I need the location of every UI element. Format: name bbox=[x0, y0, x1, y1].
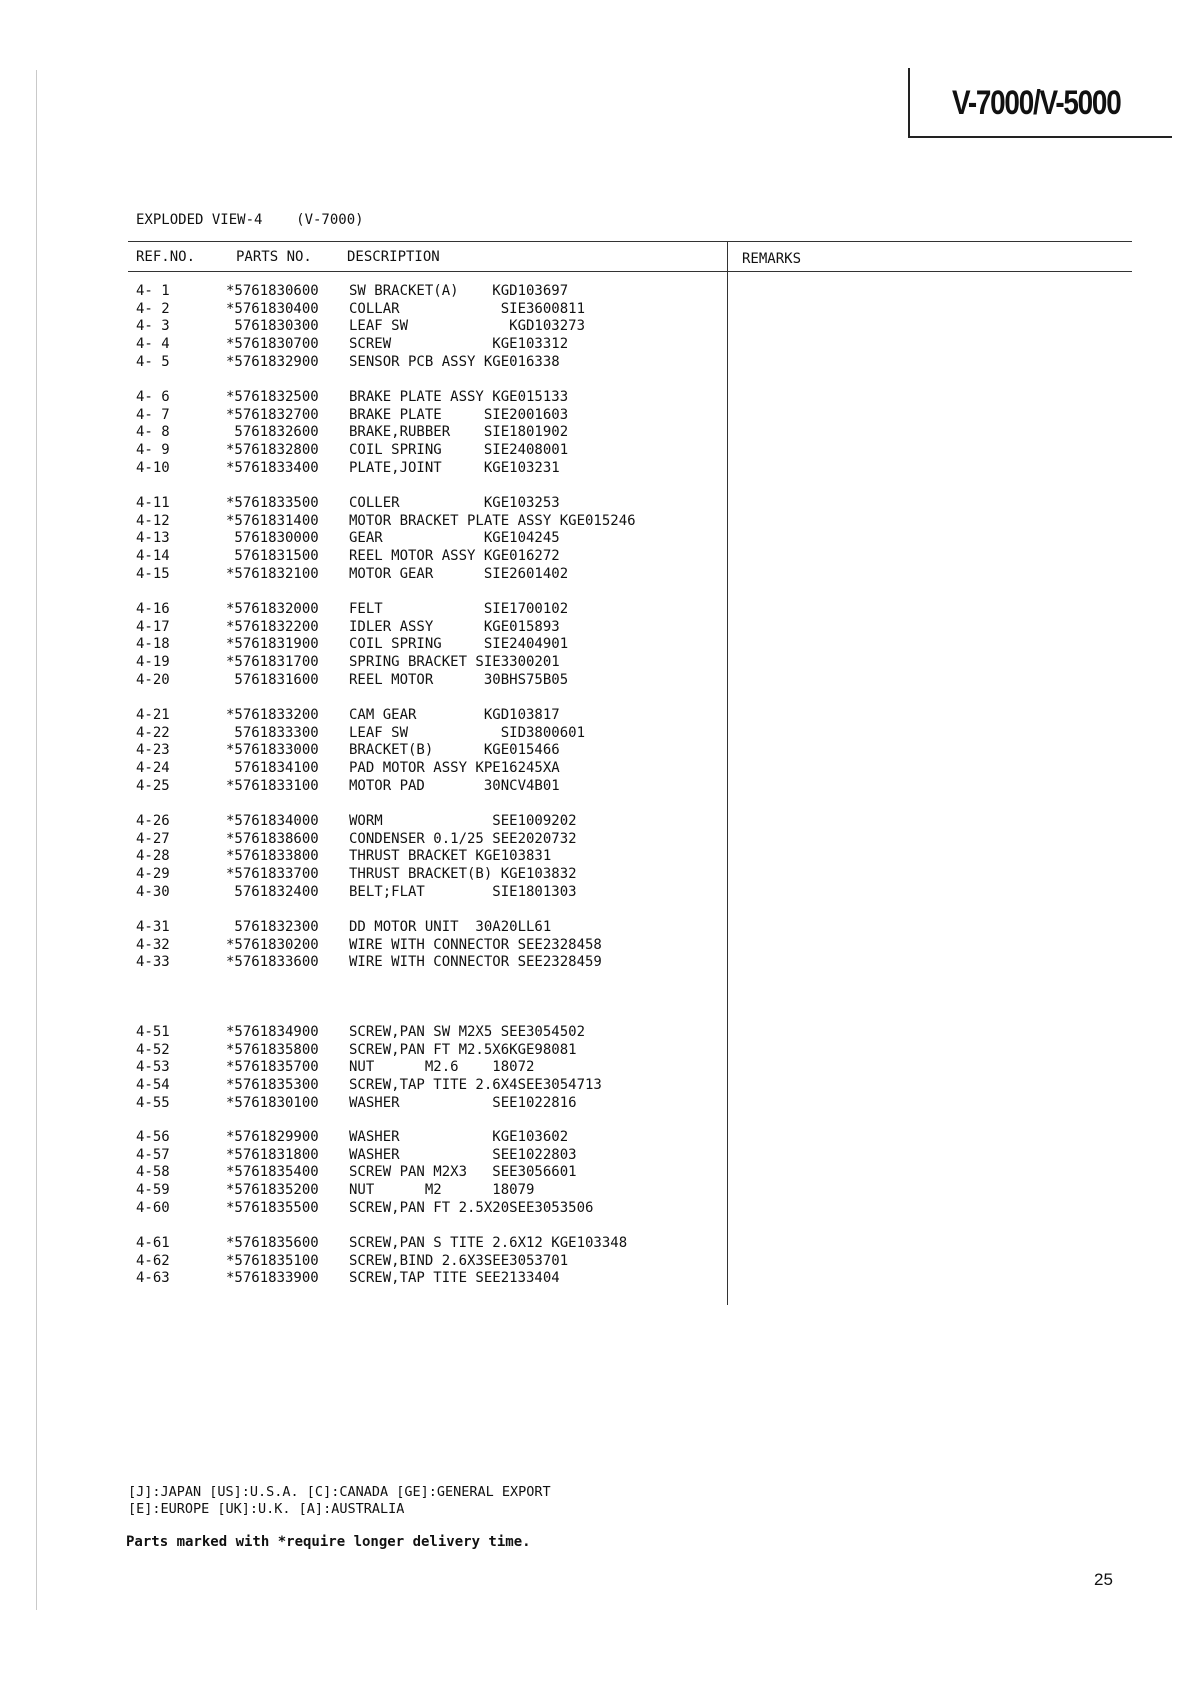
table-row bbox=[136, 618, 716, 636]
description-cell: WASHER SEE1022816 bbox=[349, 1094, 577, 1111]
description-cell: CONDENSER 0.1/25 SEE2020732 bbox=[349, 830, 577, 847]
parts-no-cell: *5761835800 bbox=[226, 1041, 319, 1058]
parts-no-cell: 5761830300 bbox=[226, 318, 319, 335]
table-row bbox=[136, 865, 716, 883]
description-cell: MOTOR GEAR SIE2601402 bbox=[349, 565, 569, 582]
parts-no-cell: *5761833700 bbox=[226, 866, 319, 883]
table-row bbox=[136, 759, 716, 777]
table-row bbox=[136, 1269, 716, 1287]
description-cell: NUT M2.6 18072 bbox=[349, 1059, 535, 1076]
parts-no-cell: 5761833300 bbox=[226, 724, 319, 741]
ref-no-cell: 4-28 bbox=[136, 848, 170, 865]
ref-no-cell: 4-29 bbox=[136, 866, 170, 883]
parts-no-cell: 5761832400 bbox=[226, 883, 319, 900]
table-row bbox=[136, 653, 716, 671]
description-cell: SCREW,TAP TITE 2.6X4SEE3054713 bbox=[349, 1077, 602, 1094]
description-cell: SCREW,PAN S TITE 2.6X12 KGE103348 bbox=[349, 1235, 628, 1251]
description-cell: PAD MOTOR ASSY KPE16245XA bbox=[349, 760, 560, 777]
column-header-remarks: REMARKS bbox=[742, 251, 802, 267]
parts-no-cell: *5761830700 bbox=[226, 336, 319, 353]
description-cell: SCREW,PAN FT M2.5X6KGE98081 bbox=[349, 1041, 577, 1058]
table-row bbox=[136, 1163, 716, 1181]
table-row bbox=[136, 388, 716, 406]
parts-no-cell: *5761835700 bbox=[226, 1059, 319, 1076]
parts-no-cell: *5761831900 bbox=[226, 636, 319, 653]
ref-no-cell: 4-13 bbox=[136, 530, 170, 547]
table-row bbox=[136, 1234, 716, 1252]
table-row bbox=[136, 1094, 716, 1112]
ref-no-cell: 4-22 bbox=[136, 724, 170, 741]
region-legend-line-1: [J]:JAPAN [US]:U.S.A. [C]:CANADA [GE]:GENERAL EXPORT bbox=[128, 1484, 551, 1500]
parts-no-cell: *5761831800 bbox=[226, 1146, 319, 1163]
description-cell: COIL SPRING SIE2404901 bbox=[349, 636, 569, 653]
description-cell: SCREW,PAN SW M2X5 SEE3054502 bbox=[349, 1024, 586, 1040]
ref-no-cell: 4-27 bbox=[136, 830, 170, 847]
table-row bbox=[136, 459, 716, 477]
ref-no-cell: 4-12 bbox=[136, 512, 170, 529]
parts-no-cell: *5761832100 bbox=[226, 565, 319, 582]
parts-no-cell: *5761835600 bbox=[226, 1235, 319, 1251]
parts-no-cell: *5761833400 bbox=[226, 459, 319, 476]
ref-no-cell: 4-17 bbox=[136, 618, 170, 635]
parts-no-cell: *5761835400 bbox=[226, 1164, 319, 1181]
ref-no-cell: 4-14 bbox=[136, 548, 170, 565]
table-row bbox=[136, 282, 716, 300]
parts-no-cell: *5761832900 bbox=[226, 353, 319, 370]
ref-no-cell: 4-16 bbox=[136, 601, 170, 617]
table-row bbox=[136, 635, 716, 653]
description-cell: DD MOTOR UNIT 30A20LL61 bbox=[349, 919, 552, 935]
ref-no-cell: 4-60 bbox=[136, 1199, 170, 1216]
ref-no-cell: 4- 9 bbox=[136, 442, 170, 459]
ref-no-cell: 4-57 bbox=[136, 1146, 170, 1163]
description-cell: PLATE,JOINT KGE103231 bbox=[349, 459, 560, 476]
table-row bbox=[136, 423, 716, 441]
description-cell: BRAKE PLATE SIE2001603 bbox=[349, 406, 569, 423]
table-row bbox=[136, 1146, 716, 1164]
table-row bbox=[136, 1023, 716, 1041]
table-row bbox=[136, 600, 716, 618]
ref-no-cell: 4-21 bbox=[136, 707, 170, 723]
delivery-note: Parts marked with *require longer delivery time. bbox=[126, 1534, 531, 1550]
ref-no-cell: 4- 4 bbox=[136, 336, 170, 353]
ref-no-cell: 4-63 bbox=[136, 1270, 170, 1287]
table-row bbox=[136, 847, 716, 865]
ref-no-cell: 4-53 bbox=[136, 1059, 170, 1076]
ref-no-cell: 4- 5 bbox=[136, 353, 170, 370]
description-cell: SCREW KGE103312 bbox=[349, 336, 569, 353]
description-cell: LEAF SW KGD103273 bbox=[349, 318, 586, 335]
ref-no-cell: 4- 2 bbox=[136, 300, 170, 317]
table-row bbox=[136, 1041, 716, 1059]
description-cell: IDLER ASSY KGE015893 bbox=[349, 618, 560, 635]
ref-no-cell: 4-32 bbox=[136, 936, 170, 953]
description-cell: WORM SEE1009202 bbox=[349, 813, 577, 829]
table-row bbox=[136, 883, 716, 901]
ref-no-cell: 4-51 bbox=[136, 1024, 170, 1040]
parts-no-cell: *5761833500 bbox=[226, 495, 319, 511]
ref-no-cell: 4- 7 bbox=[136, 406, 170, 423]
ref-no-cell: 4-26 bbox=[136, 813, 170, 829]
table-row bbox=[136, 406, 716, 424]
table-row bbox=[136, 918, 716, 936]
ref-no-cell: 4-23 bbox=[136, 742, 170, 759]
description-cell: MOTOR PAD 30NCV4B01 bbox=[349, 777, 560, 794]
table-row bbox=[136, 1076, 716, 1094]
parts-no-cell: *5761835300 bbox=[226, 1077, 319, 1094]
table-row bbox=[136, 494, 716, 512]
parts-no-cell: 5761832600 bbox=[226, 424, 319, 441]
table-row bbox=[136, 830, 716, 848]
parts-no-cell: *5761832700 bbox=[226, 406, 319, 423]
table-row bbox=[136, 1128, 716, 1146]
model-title: V-7000/V-5000 bbox=[952, 84, 1121, 122]
ref-no-cell: 4-15 bbox=[136, 565, 170, 582]
description-cell: COLLER KGE103253 bbox=[349, 495, 560, 511]
table-row bbox=[136, 724, 716, 742]
description-cell: SCREW,BIND 2.6X3SEE3053701 bbox=[349, 1252, 569, 1269]
description-cell: SCREW PAN M2X3 SEE3056601 bbox=[349, 1164, 577, 1181]
description-cell: GEAR KGE104245 bbox=[349, 530, 560, 547]
description-cell: WIRE WITH CONNECTOR SEE2328459 bbox=[349, 954, 602, 971]
ref-no-cell: 4-11 bbox=[136, 495, 170, 511]
parts-no-cell: 5761830000 bbox=[226, 530, 319, 547]
ref-no-cell: 4-55 bbox=[136, 1094, 170, 1111]
ref-no-cell: 4-33 bbox=[136, 954, 170, 971]
description-cell: COIL SPRING SIE2408001 bbox=[349, 442, 569, 459]
table-row bbox=[136, 1181, 716, 1199]
parts-no-cell: 5761831500 bbox=[226, 548, 319, 565]
parts-no-cell: *5761830100 bbox=[226, 1094, 319, 1111]
table-row bbox=[136, 706, 716, 724]
ref-no-cell: 4-20 bbox=[136, 671, 170, 688]
parts-no-cell: *5761834000 bbox=[226, 813, 319, 829]
description-cell: BRAKE,RUBBER SIE1801902 bbox=[349, 424, 569, 441]
table-row bbox=[136, 353, 716, 371]
ref-no-cell: 4-54 bbox=[136, 1077, 170, 1094]
table-row bbox=[136, 547, 716, 565]
description-cell: NUT M2 18079 bbox=[349, 1182, 535, 1199]
ref-no-cell: 4-30 bbox=[136, 883, 170, 900]
parts-no-cell: *5761838600 bbox=[226, 830, 319, 847]
description-cell: THRUST BRACKET(B) KGE103832 bbox=[349, 866, 577, 883]
parts-no-cell: *5761833800 bbox=[226, 848, 319, 865]
ref-no-cell: 4- 3 bbox=[136, 318, 170, 335]
parts-no-cell: *5761832500 bbox=[226, 389, 319, 405]
ref-no-cell: 4-19 bbox=[136, 654, 170, 671]
description-cell: SW BRACKET(A) KGD103697 bbox=[349, 283, 569, 299]
ref-no-cell: 4- 6 bbox=[136, 389, 170, 405]
parts-no-cell: *5761833900 bbox=[226, 1270, 319, 1287]
ref-no-cell: 4-52 bbox=[136, 1041, 170, 1058]
ref-no-cell: 4-10 bbox=[136, 459, 170, 476]
ref-no-cell: 4-62 bbox=[136, 1252, 170, 1269]
description-cell: SPRING BRACKET SIE3300201 bbox=[349, 654, 560, 671]
parts-no-cell: 5761834100 bbox=[226, 760, 319, 777]
description-cell: CAM GEAR KGD103817 bbox=[349, 707, 560, 723]
parts-no-cell: *5761835100 bbox=[226, 1252, 319, 1269]
column-header-description: DESCRIPTION bbox=[347, 249, 440, 265]
ref-no-cell: 4-31 bbox=[136, 919, 170, 935]
parts-no-cell: 5761831600 bbox=[226, 671, 319, 688]
parts-no-cell: *5761830400 bbox=[226, 300, 319, 317]
column-header-ref-no: REF.NO. bbox=[136, 249, 196, 265]
table-row bbox=[136, 529, 716, 547]
table-row bbox=[136, 317, 716, 335]
description-cell: THRUST BRACKET KGE103831 bbox=[349, 848, 552, 865]
parts-no-cell: *5761832000 bbox=[226, 601, 319, 617]
parts-no-cell: *5761833000 bbox=[226, 742, 319, 759]
table-row bbox=[136, 671, 716, 689]
parts-no-cell: *5761833200 bbox=[226, 707, 319, 723]
description-cell: REEL MOTOR 30BHS75B05 bbox=[349, 671, 569, 688]
ref-no-cell: 4- 8 bbox=[136, 424, 170, 441]
parts-no-cell: *5761830600 bbox=[226, 283, 319, 299]
description-cell: LEAF SW SID3800601 bbox=[349, 724, 586, 741]
parts-no-cell: *5761829900 bbox=[226, 1129, 319, 1145]
column-header-parts-no: PARTS NO. bbox=[236, 249, 312, 265]
table-row bbox=[136, 1058, 716, 1076]
description-cell: SCREW,TAP TITE SEE2133404 bbox=[349, 1270, 560, 1287]
parts-no-cell: *5761834900 bbox=[226, 1024, 319, 1040]
parts-no-cell: *5761833600 bbox=[226, 954, 319, 971]
description-cell: REEL MOTOR ASSY KGE016272 bbox=[349, 548, 560, 565]
description-cell: SENSOR PCB ASSY KGE016338 bbox=[349, 353, 560, 370]
parts-no-cell: *5761832800 bbox=[226, 442, 319, 459]
table-row bbox=[136, 936, 716, 954]
ref-no-cell: 4-18 bbox=[136, 636, 170, 653]
description-cell: COLLAR SIE3600811 bbox=[349, 300, 586, 317]
table-row bbox=[136, 1199, 716, 1217]
description-cell: WASHER KGE103602 bbox=[349, 1129, 569, 1145]
table-row bbox=[136, 335, 716, 353]
parts-no-cell: *5761830200 bbox=[226, 936, 319, 953]
page-number: 25 bbox=[1094, 1570, 1113, 1589]
table-row bbox=[136, 953, 716, 971]
parts-no-cell: *5761831700 bbox=[226, 654, 319, 671]
description-cell: FELT SIE1700102 bbox=[349, 601, 569, 617]
table-row bbox=[136, 777, 716, 795]
ref-no-cell: 4-25 bbox=[136, 777, 170, 794]
parts-no-cell: *5761833100 bbox=[226, 777, 319, 794]
section-title: EXPLODED VIEW-4 (V-7000) bbox=[136, 212, 364, 228]
parts-no-cell: *5761835500 bbox=[226, 1199, 319, 1216]
description-cell: MOTOR BRACKET PLATE ASSY KGE015246 bbox=[349, 512, 636, 529]
table-row bbox=[136, 512, 716, 530]
description-cell: SCREW,PAN FT 2.5X20SEE3053506 bbox=[349, 1199, 594, 1216]
parts-no-cell: *5761832200 bbox=[226, 618, 319, 635]
parts-no-cell: 5761832300 bbox=[226, 919, 319, 935]
table-row bbox=[136, 1252, 716, 1270]
description-cell: BELT;FLAT SIE1801303 bbox=[349, 883, 577, 900]
ref-no-cell: 4-59 bbox=[136, 1182, 170, 1199]
ref-no-cell: 4-58 bbox=[136, 1164, 170, 1181]
table-row bbox=[136, 565, 716, 583]
ref-no-cell: 4-61 bbox=[136, 1235, 170, 1251]
parts-no-cell: *5761835200 bbox=[226, 1182, 319, 1199]
ref-no-cell: 4-24 bbox=[136, 760, 170, 777]
description-cell: WIRE WITH CONNECTOR SEE2328458 bbox=[349, 936, 602, 953]
region-legend-line-2: [E]:EUROPE [UK]:U.K. [A]:AUSTRALIA bbox=[128, 1501, 405, 1517]
parts-no-cell: *5761831400 bbox=[226, 512, 319, 529]
description-cell: BRACKET(B) KGE015466 bbox=[349, 742, 560, 759]
ref-no-cell: 4- 1 bbox=[136, 283, 170, 299]
table-row bbox=[136, 741, 716, 759]
description-cell: WASHER SEE1022803 bbox=[349, 1146, 577, 1163]
ref-no-cell: 4-56 bbox=[136, 1129, 170, 1145]
description-cell: BRAKE PLATE ASSY KGE015133 bbox=[349, 389, 569, 405]
table-row bbox=[136, 300, 716, 318]
table-row bbox=[136, 441, 716, 459]
table-row bbox=[136, 812, 716, 830]
